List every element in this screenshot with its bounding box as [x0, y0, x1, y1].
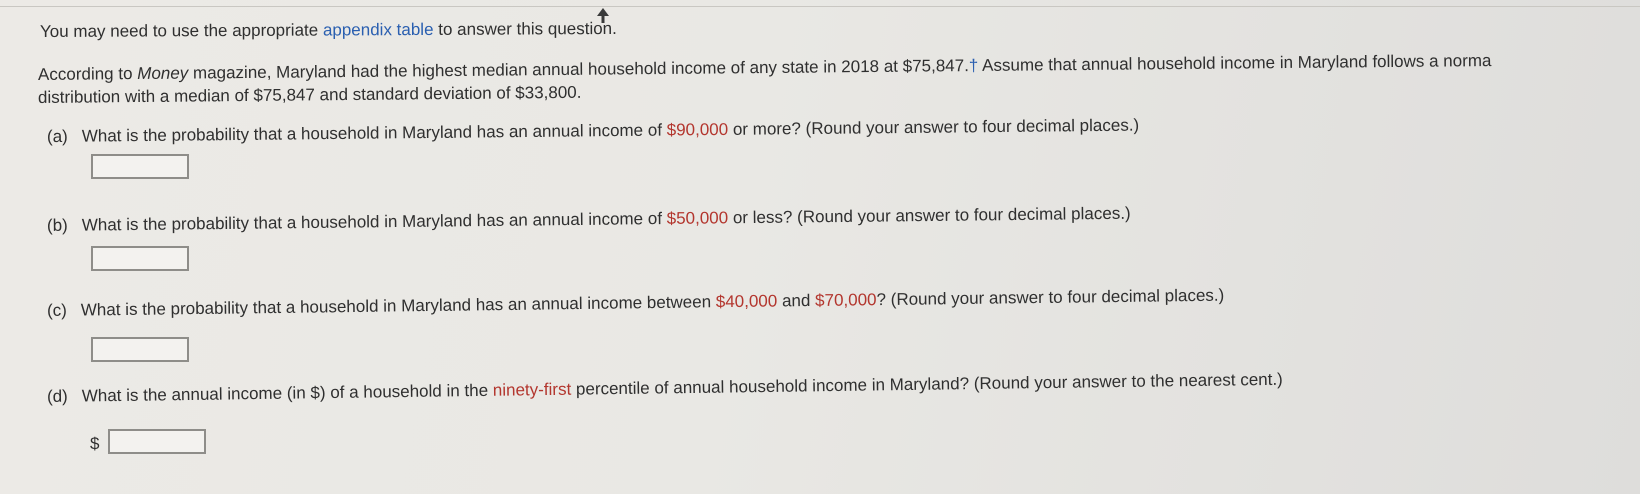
part-label: (b) [46, 215, 68, 235]
top-divider [0, 6, 1640, 7]
highlighted-value: $40,000 [715, 291, 778, 312]
footnote-link[interactable]: † [968, 55, 979, 76]
appendix-table-link[interactable]: appendix table [322, 19, 434, 40]
question-d: (d) What is the annual income (in $) of a household in the ninety-first percentile of annual household income in Maryland? (Round your answer to the nearest cent.) [46, 369, 1283, 406]
question-b: (b) What is the probability that a household in Maryland has an annual income of $50,000 or less? (Round your answer to four decimal places.) [46, 203, 1131, 235]
part-label: (a) [46, 126, 68, 146]
problem-statement-line-2: distribution with a median of $75,847 and standard deviation of $33,800. [37, 82, 582, 107]
instruction-text: You may need to use the appropriate appendix table to answer this question. [39, 18, 617, 41]
answer-input-b[interactable] [91, 246, 189, 271]
highlighted-value: $90,000 [666, 119, 729, 140]
question-c: (c) What is the probability that a household in Maryland has an annual income between $40,000 and $70,000? (Round your answer to four decimal places.) [46, 285, 1225, 320]
dollar-prefix: $ [90, 434, 100, 453]
highlighted-value: $50,000 [666, 208, 729, 228]
answer-input-d[interactable] [108, 429, 206, 454]
problem-statement-line-1: According to Money magazine, Maryland had the highest median annual household income of any state in 2018 at $75,847.† Assume that annual household income in Maryland follows a norma [37, 51, 1492, 84]
question-a: (a) What is the probability that a household in Maryland has an annual income of $90,000 or more? (Round your answer to four decimal places.) [46, 115, 1140, 146]
part-label: (c) [46, 300, 67, 320]
part-label: (d) [46, 386, 68, 406]
answer-input-c[interactable] [91, 337, 189, 362]
source-name: Money [137, 63, 189, 84]
highlighted-term: ninety-first [492, 379, 572, 400]
answer-input-a[interactable] [91, 154, 189, 179]
highlighted-value: $70,000 [814, 290, 877, 310]
